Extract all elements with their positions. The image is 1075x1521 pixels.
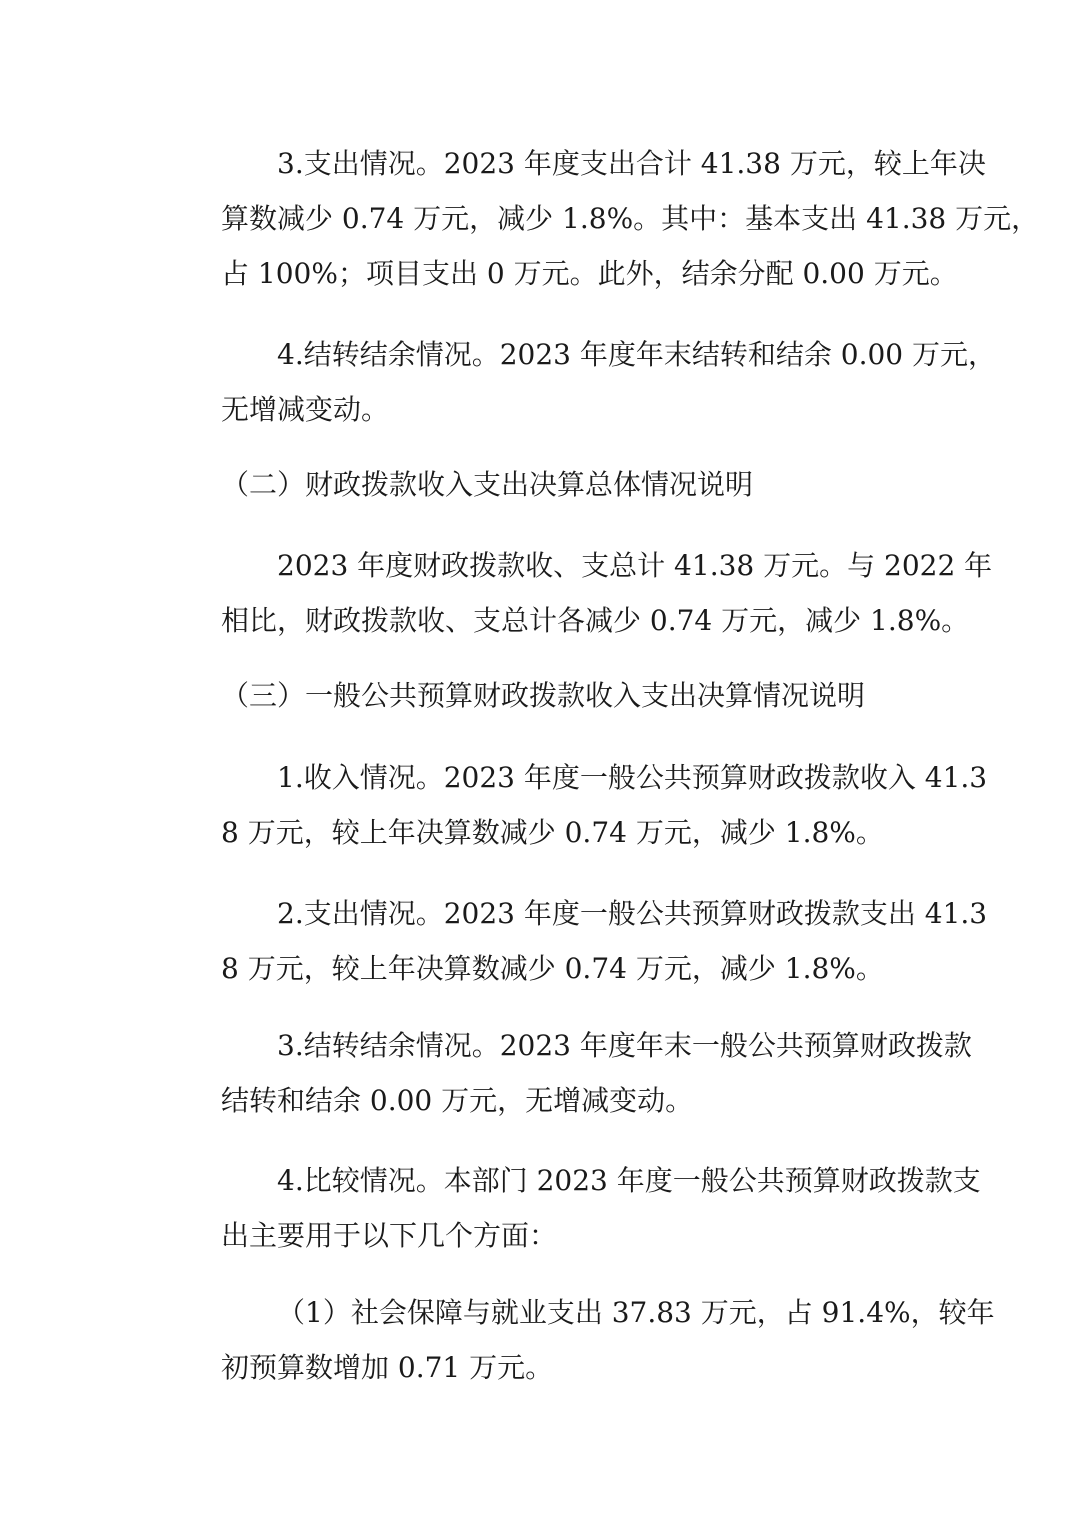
paragraph-expenditure [165,136,1040,301]
paragraph-general-income [165,750,988,860]
paragraph-general-carryover [165,1018,972,1128]
text-line: 8 万元，较上年决算数减少 0.74 万元，减少 1.8%。 [221,952,884,985]
paragraph-fiscal-total [165,538,993,648]
text-line: 8 万元，较上年决算数减少 0.74 万元，减少 1.8%。 [221,816,884,849]
text-line: 4.结转结余情况。2023 年度年末结转和结余 0.00 万元， [277,338,997,371]
text-line: 结转和结余 0.00 万元，无增减变动。 [221,1084,694,1117]
section-heading-2: （二）财政拨款收入支出决算总体情况说明 [221,468,754,501]
text-line: 3.结转结余情况。2023 年度年末一般公共预算财政拨款 [277,1029,972,1062]
paragraph-carryover [165,327,997,437]
text-line: 无增减变动。 [221,393,390,426]
text-line: 算数减少 0.74 万元，减少 1.8%。其中：基本支出 41.38 万元， [221,202,1040,235]
text-line: 占 100%；项目支出 0 万元。此外，结余分配 0.00 万元。 [221,257,958,290]
text-line: 2023 年度财政拨款收、支总计 41.38 万元。与 2022 年 [277,549,993,582]
section-heading-3: （三）一般公共预算财政拨款收入支出决算情况说明 [221,679,866,712]
text-line: 相比，财政拨款收、支总计各减少 0.74 万元，减少 1.8%。 [221,604,970,637]
text-line: 初预算数增加 0.71 万元。 [221,1351,554,1384]
text-line: 出主要用于以下几个方面： [221,1219,558,1252]
paragraph-social-security [165,1285,995,1395]
paragraph-comparison [165,1153,981,1263]
paragraph-general-expenditure [165,886,988,996]
text-line: 2.支出情况。2023 年度一般公共预算财政拨款支出 41.3 [277,897,988,930]
text-line: 4.比较情况。本部门 2023 年度一般公共预算财政拨款支 [277,1164,981,1197]
text-line: 1.收入情况。2023 年度一般公共预算财政拨款收入 41.3 [277,761,988,794]
text-line: （1）社会保障与就业支出 37.83 万元，占 91.4%，较年 [277,1296,995,1329]
text-line: 3.支出情况。2023 年度支出合计 41.38 万元，较上年决 [277,147,986,180]
